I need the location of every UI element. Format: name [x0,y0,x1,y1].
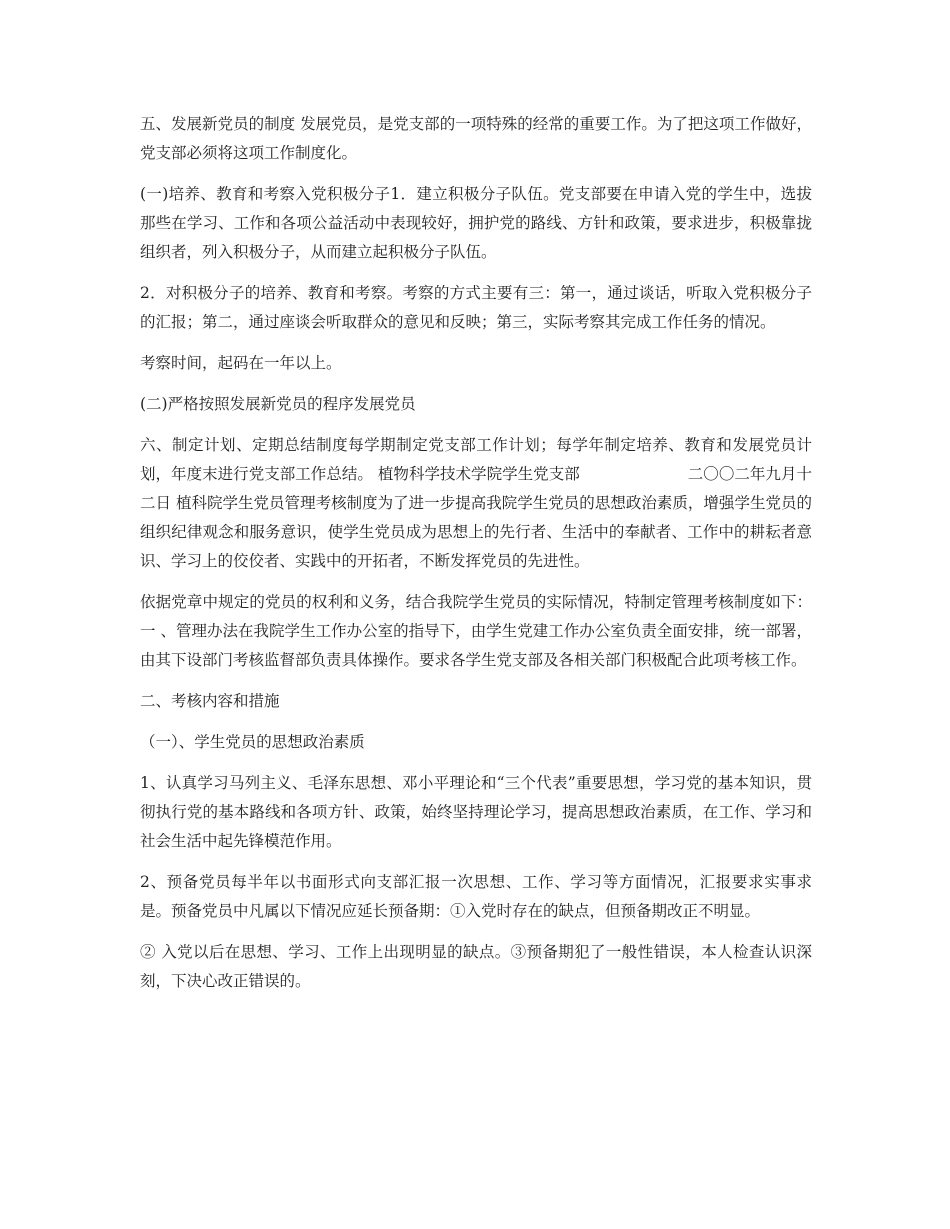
heading-political-quality: （一）、学生党员的思想政治素质 [140,733,365,751]
paragraph-inspection-time: 考察时间，起码在一年以上。 [140,354,342,372]
paragraph-study-theory: 1、认真学习马列主义、毛泽东思想、邓小平理论和“三个代表”重要思想，学习党的基本知识，贯彻执行党的基本路线和各项方针、政策，始终坚持理论学习，提高思想政治素质，在工作、学习和社会生活中起先锋模范作用。 [140,774,812,850]
paragraph-plan-and-summary [140,431,812,576]
paragraph-activist-inspection: 2．对积极分子的培养、教育和考察。考察的方式主要有三：第一，通过谈话，听取入党积极分子的汇报；第二，通过座谈会听取群众的意见和反映；第三，实际考察其完成工作任务的情况。 [140,284,812,331]
paragraph-development-system: 五、发展新党员的制度 发展党员，是党支部的一项特殊的经常的重要工作。为了把这项工作做好，党支部必须将这项工作制度化。 [140,115,812,162]
paragraph-probation-extension: ② 入党以后在思想、学习、工作上出现明显的缺点。③预备期犯了一般性错误，本人检查认识深刻，下决心改正错误的。 [140,943,812,990]
date-and-management-text: 二〇〇二年九月十二日 植科院学生党员管理考核制度为了进一步提高我院学生党员的思想政治素质，增强学生党员的组织纪律观念和服务意识，使学生党员成为思想上的先行者、生活中的奉献者、工作中的耕耘者意识、学习上的佼佼者、实践中的开拓者，不断发挥党员的先进性。 [140,465,812,570]
paragraph-management-rules: 依据党章中规定的党员的权利和义务，结合我院学生党员的实际情况，特制定管理考核制度如下：一 、管理办法在我院学生工作办公室的指导下，由学生党建工作办公室负责全面安排，统一部署，由其下设部门考核监督部负责具体操作。要求各学生党支部及各相关部门积极配合此项考核工作。 [140,593,812,669]
paragraph-activist-training: (一)培养、教育和考察入党积极分子1．建立积极分子队伍。党支部要在申请入党的学生中，选拔那些在学习、工作和各项公益活动中表现较好，拥护党的路线、方针和政策，要求进步，积极靠拢组织者，列入积极分子，从而建立起积极分子队伍。 [140,185,812,261]
plan-summary-text: 六、制定计划、定期总结制度每学期制定党支部工作计划；每学年制定培养、教育和发展党员计划，年度末进行党支部工作总结。 植物科学技术学院学生党支部 [140,436,812,483]
document-body [140,110,812,1008]
heading-assessment-content: 二、考核内容和措施 [140,692,280,710]
paragraph-procedure: (二)严格按照发展新党员的程序发展党员 [140,395,416,413]
paragraph-probationary-report: 2、预备党员每半年以书面形式向支部汇报一次思想、工作、学习等方面情况，汇报要求实事求是。预备党员中凡属以下情况应延长预备期：①入党时存在的缺点，但预备期改正不明显。 [140,873,812,920]
